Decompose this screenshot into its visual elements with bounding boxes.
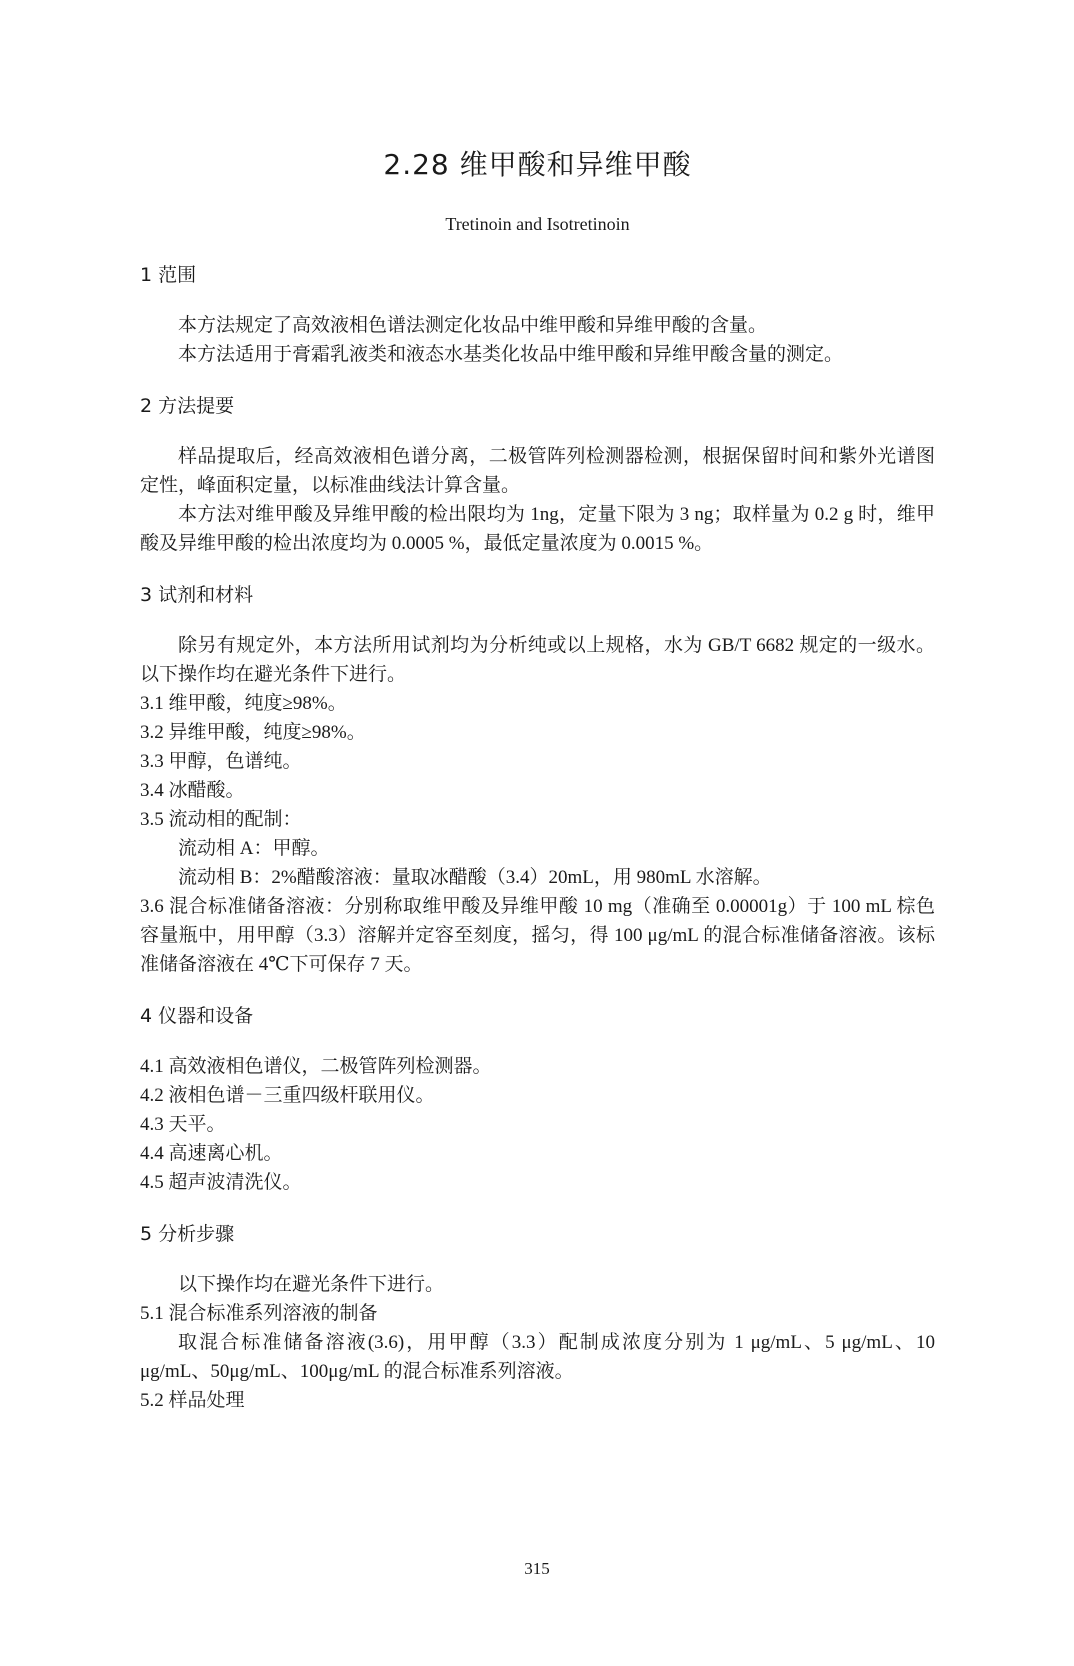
section-2-paragraph: 样品提取后，经高效液相色谱分离，二极管阵列检测器检测，根据保留时间和紫外光谱图定性，峰面积定量，以标准曲线法计算含量。 bbox=[140, 446, 935, 496]
section-1-paragraph: 本方法规定了高效液相色谱法测定化妆品中维甲酸和异维甲酸的含量。 bbox=[178, 315, 768, 336]
section-1-heading: 1 范围 bbox=[140, 264, 197, 286]
section-4-item: 4.2 液相色谱－三重四级杆联用仪。 bbox=[140, 1085, 435, 1106]
section-5-paragraph: 以下操作均在避光条件下进行。 bbox=[178, 1274, 445, 1295]
mobile-phase-a: 流动相 A：甲醇。 bbox=[178, 838, 330, 859]
section-3-item: 3.3 甲醇，色谱纯。 bbox=[140, 751, 302, 772]
section-4-item: 4.5 超声波清洗仪。 bbox=[140, 1172, 302, 1193]
section-3-item: 3.6 混合标准储备溶液：分别称取维甲酸及异维甲酸 10 mg（准确至 0.00001g）于 100 mL 棕色容量瓶中，用甲醇（3.3）溶解并定容至刻度，摇匀，得 100 μg/mL 的混合标准储备溶液。该标准储备溶液在 4℃下可保存 7 天。 bbox=[140, 896, 935, 975]
section-3-item: 3.5 流动相的配制： bbox=[140, 809, 302, 830]
section-3-intro: 除另有规定外，本方法所用试剂均为分析纯或以上规格，水为 GB/T 6682 规定的一级水。以下操作均在避光条件下进行。 bbox=[140, 635, 935, 685]
section-4-item: 4.3 天平。 bbox=[140, 1114, 226, 1135]
section-4-item: 4.1 高效液相色谱仪，二极管阵列检测器。 bbox=[140, 1056, 492, 1077]
section-2-heading: 2 方法提要 bbox=[140, 395, 235, 417]
section-3-item: 3.4 冰醋酸。 bbox=[140, 780, 245, 801]
page-title: 2.28 维甲酸和异维甲酸 bbox=[383, 148, 692, 181]
section-3-item: 3.2 异维甲酸，纯度≥98%。 bbox=[140, 722, 366, 743]
section-5-heading: 5 分析步骤 bbox=[140, 1223, 235, 1245]
page-subtitle-english: Tretinoin and Isotretinoin bbox=[445, 214, 630, 234]
section-4-item: 4.4 高速离心机。 bbox=[140, 1143, 283, 1164]
section-3-heading: 3 试剂和材料 bbox=[140, 584, 254, 606]
section-3-item: 3.1 维甲酸，纯度≥98%。 bbox=[140, 693, 347, 714]
page-number: 315 bbox=[524, 1559, 550, 1578]
section-1-paragraph: 本方法适用于膏霜乳液类和液态水基类化妆品中维甲酸和异维甲酸含量的测定。 bbox=[178, 344, 844, 365]
section-5-item: 5.2 样品处理 bbox=[140, 1390, 245, 1411]
section-2-paragraph: 本方法对维甲酸及异维甲酸的检出限均为 1ng，定量下限为 3 ng；取样量为 0.2 g 时，维甲酸及异维甲酸的检出浓度均为 0.0005 %，最低定量浓度为 0.0015 %。 bbox=[140, 504, 935, 554]
section-5-paragraph: 取混合标准储备溶液(3.6)，用甲醇（3.3）配制成浓度分别为 1 μg/mL、5 μg/mL、10 μg/mL、50μg/mL、100μg/mL 的混合标准系列溶液。 bbox=[140, 1332, 935, 1382]
section-5-item: 5.1 混合标准系列溶液的制备 bbox=[140, 1303, 378, 1324]
section-4-heading: 4 仪器和设备 bbox=[140, 1005, 254, 1027]
mobile-phase-b: 流动相 B：2%醋酸溶液：量取冰醋酸（3.4）20mL，用 980mL 水溶解。 bbox=[178, 867, 772, 888]
document-page bbox=[0, 146, 1074, 1666]
